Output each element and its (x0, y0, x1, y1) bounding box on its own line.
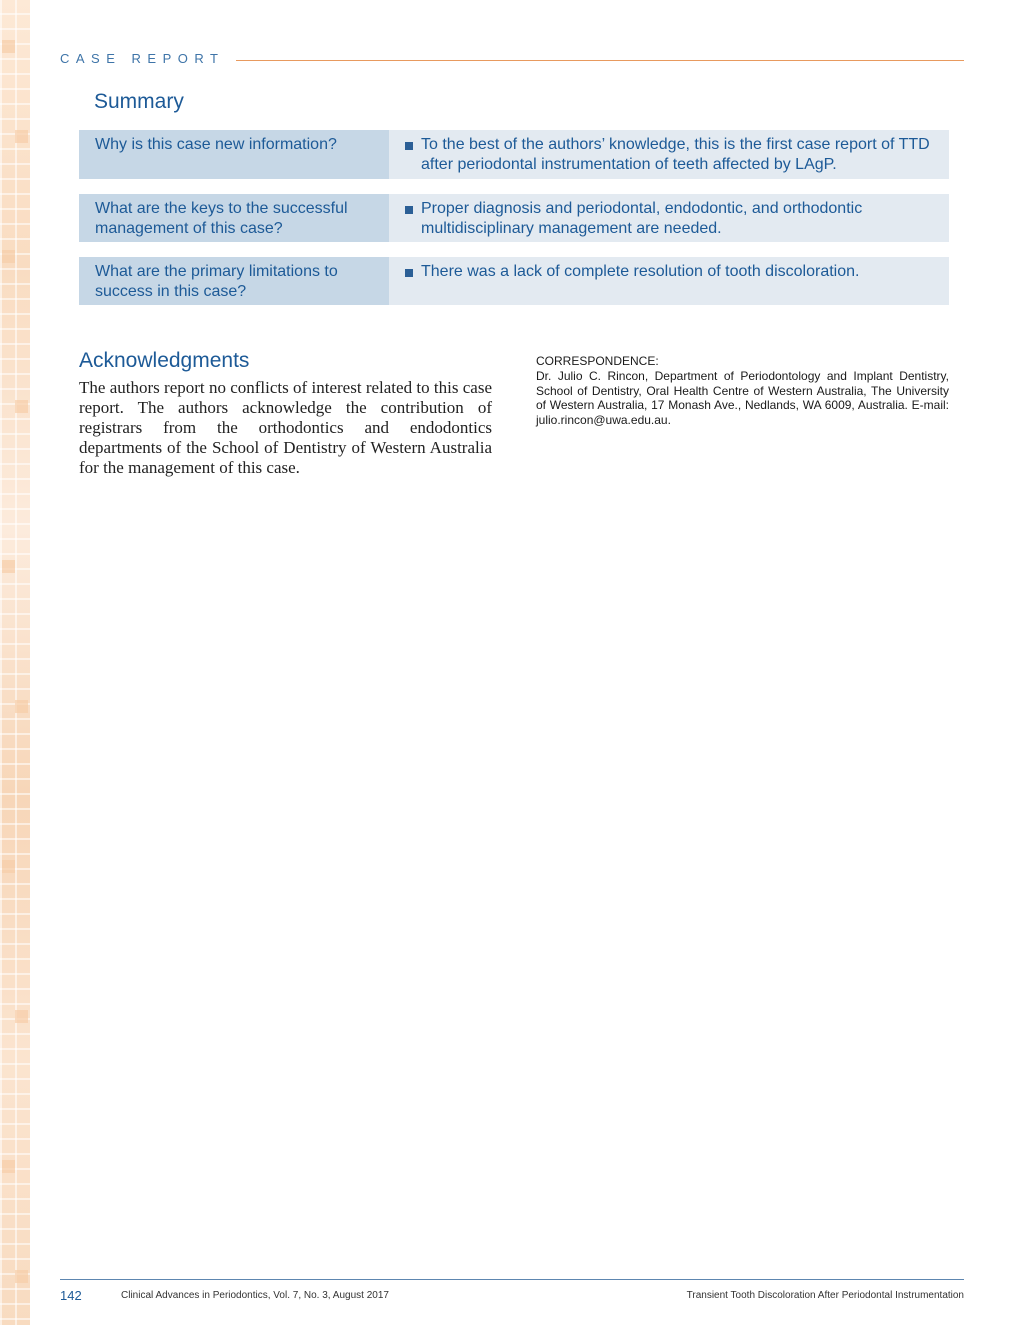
summary-answer (389, 257, 949, 305)
correspondence-text: Dr. Julio C. Rincon, Department of Periodontology and Implant Dentistry, School of Dentistry, Oral Health Centre of Western Australia, The University of Western Australia, 17 Monash Ave., Nedlands, WA 6009, Australia. E-mail: julio.rincon@uwa.edu.au. (536, 369, 949, 427)
summary-row (79, 194, 949, 242)
square-bullet-icon (405, 206, 413, 214)
decorative-mosaic-strip (0, 0, 30, 1325)
correspondence-heading: CORRESPONDENCE: (536, 354, 659, 368)
square-bullet-icon (405, 142, 413, 150)
summary-answer-text: There was a lack of complete resolution of tooth discoloration. (421, 263, 860, 280)
page-number: 142 (60, 1288, 82, 1303)
summary-question: What are the primary limitations to success in this case? (79, 257, 389, 305)
summary-answer-text: To the best of the authors’ knowledge, this is the first case report of TTD after periodontal instrumentation of teeth affected by LAgP. (421, 136, 930, 173)
summary-question: What are the keys to the successful management of this case? (79, 194, 389, 242)
running-head: CASE REPORT (60, 51, 225, 66)
summary-question: Why is this case new information? (79, 130, 389, 179)
footer-rule (60, 1279, 964, 1280)
summary-row (79, 257, 949, 305)
header-rule (236, 60, 964, 61)
summary-row (79, 130, 949, 179)
acknowledgments-text: The authors report no conflicts of interest related to this case report. The authors acknowledge the contribution of registrars from the orthodontics and endodontics departments of the School of Dentistry of Western Australia for the management of this case. (79, 378, 492, 477)
summary-answer (389, 130, 949, 179)
summary-answer (389, 194, 949, 242)
summary-answer-text: Proper diagnosis and periodontal, endodontic, and orthodontic multidisciplinary management are needed. (421, 200, 863, 237)
journal-citation: Clinical Advances in Periodontics, Vol. 7, No. 3, August 2017 (121, 1290, 389, 1301)
square-bullet-icon (405, 269, 413, 277)
summary-title: Summary (94, 90, 184, 113)
article-running-title: Transient Tooth Discoloration After Periodontal Instrumentation (686, 1290, 964, 1301)
acknowledgments-heading: Acknowledgments (79, 349, 250, 372)
